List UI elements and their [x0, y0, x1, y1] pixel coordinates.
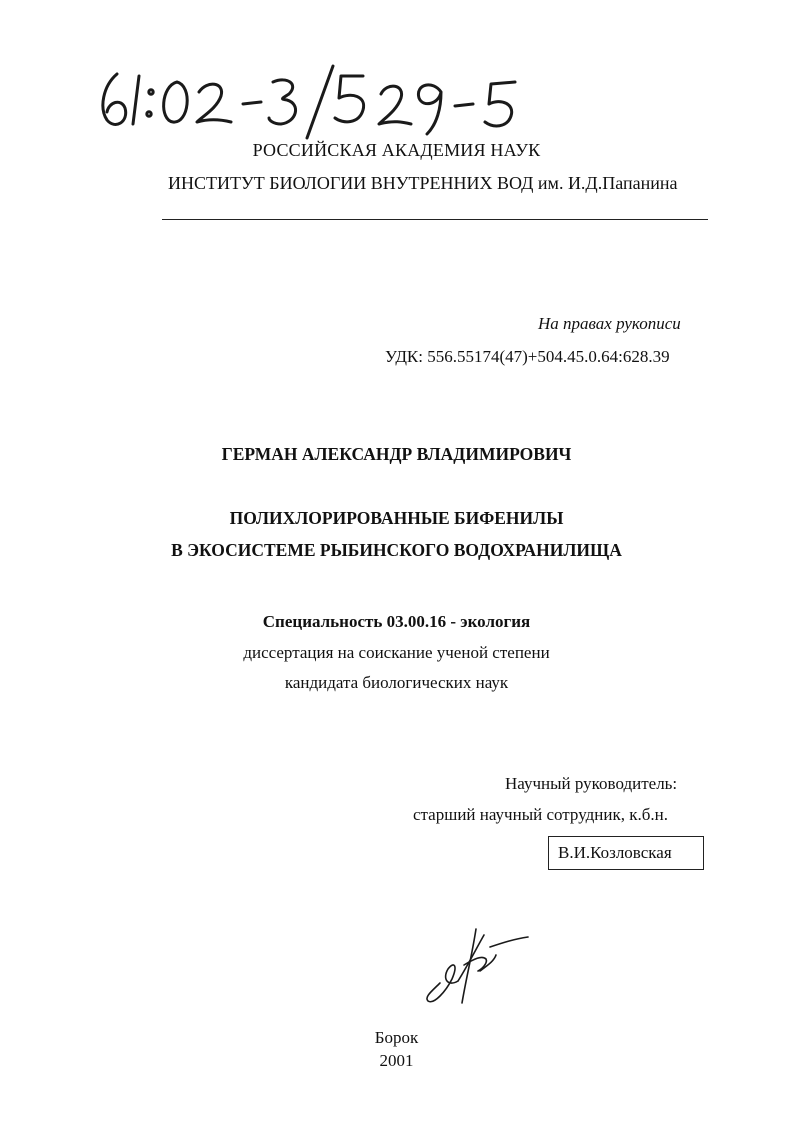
- author-name: ГЕРМАН АЛЕКСАНДР ВЛАДИМИРОВИЧ: [221, 444, 572, 464]
- dissertation-description: диссертация на соискание ученой степени: [243, 643, 550, 662]
- manuscript-rights-note: На правах рукописи: [538, 314, 681, 333]
- handwritten-signature: [418, 925, 538, 1005]
- supervisor-name: В.И.Козловская: [558, 843, 672, 862]
- supervisor-title: старший научный сотрудник, к.б.н.: [413, 805, 668, 824]
- handwritten-catalog-number: [95, 62, 525, 142]
- supervisor-label: Научный руководитель:: [505, 774, 678, 793]
- institute-name: ИНСТИТУТ БИОЛОГИИ ВНУТРЕННИХ ВОД им. И.Д.Папанина: [168, 173, 678, 193]
- academy-name: РОССИЙСКАЯ АКАДЕМИЯ НАУК: [252, 140, 541, 160]
- degree-description: кандидата биологических наук: [284, 673, 509, 692]
- specialty: Специальность 03.00.16 - экология: [262, 612, 531, 631]
- year: 2001: [379, 1051, 414, 1070]
- dissertation-title-line-2: В ЭКОСИСТЕМЕ РЫБИНСКОГО ВОДОХРАНИЛИЩА: [171, 540, 622, 560]
- city: Борок: [374, 1028, 419, 1047]
- udk-code: УДК: 556.55174(47)+504.45.0.64:628.39: [385, 347, 670, 366]
- dissertation-title-line-1: ПОЛИХЛОРИРОВАННЫЕ БИФЕНИЛЫ: [229, 508, 564, 528]
- header-divider: [162, 219, 708, 220]
